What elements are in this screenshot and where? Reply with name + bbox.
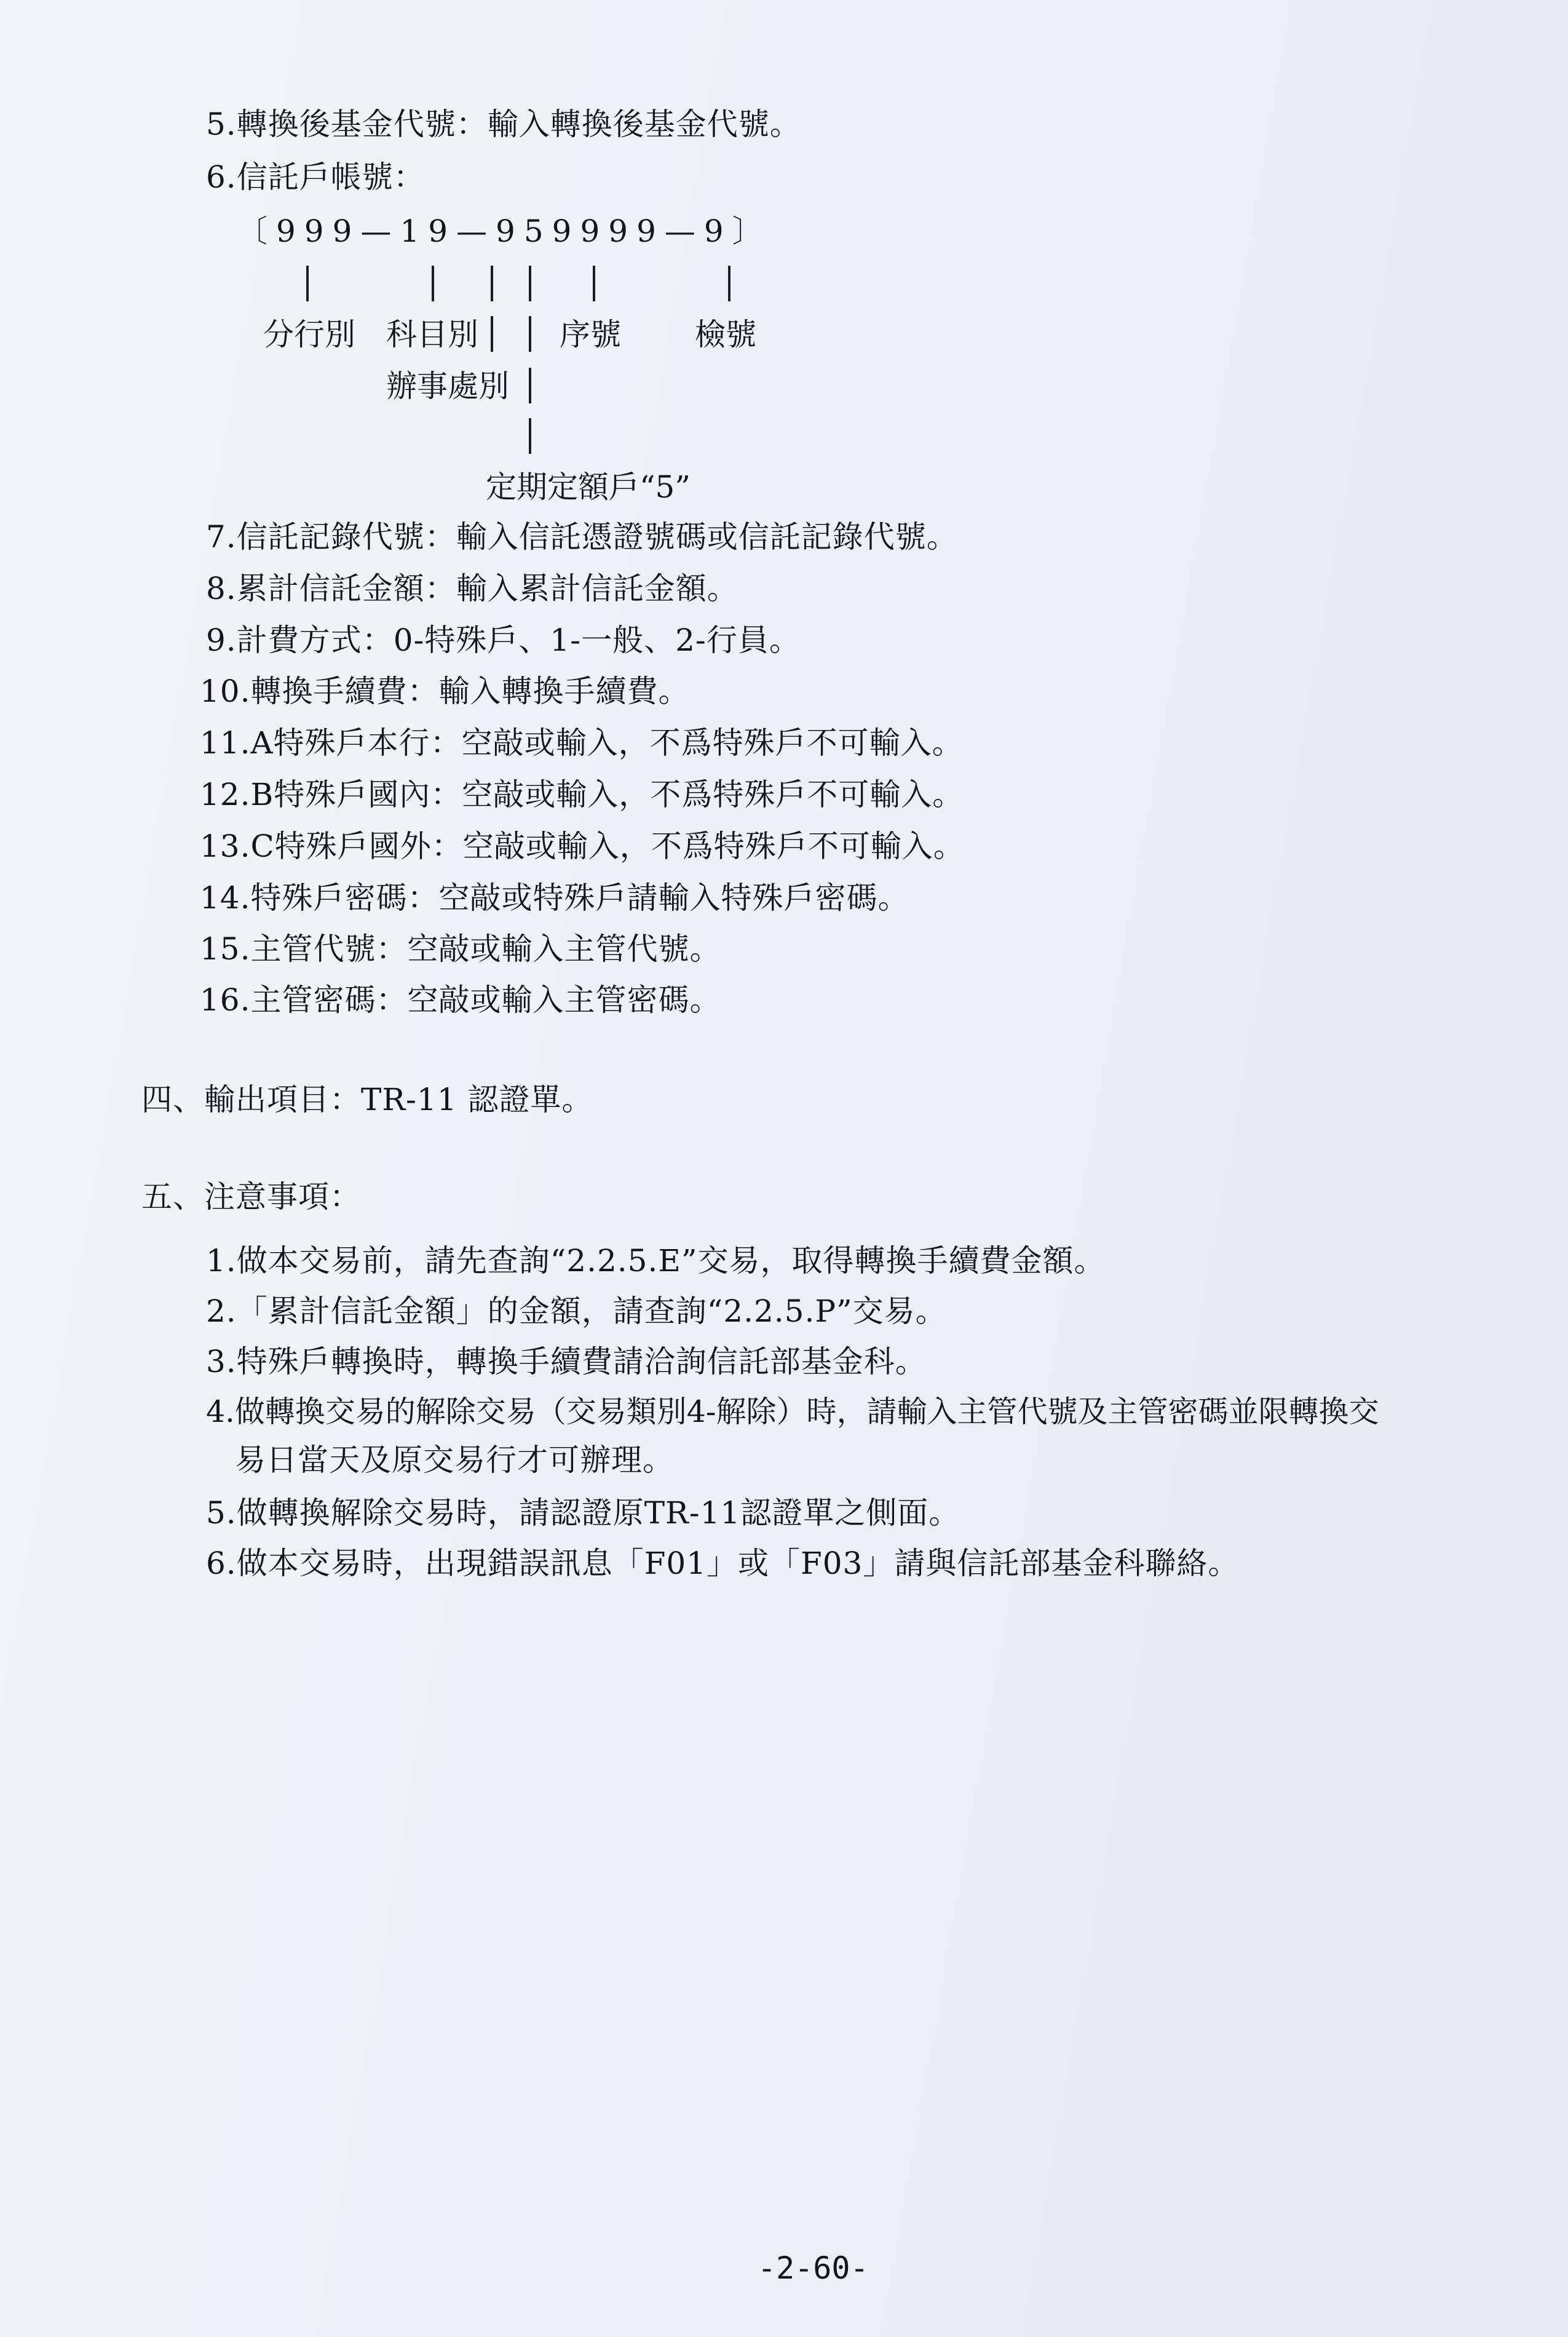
item-13: 13.C特殊戶國外：空敲或輸入，不爲特殊戶不可輸入。 (200, 828, 965, 864)
item-9: 9.計費方式：0-特殊戶、1-一般、2-行員。 (206, 622, 801, 658)
item-12: 12.B特殊戶國內：空敲或輸入，不爲特殊戶不可輸入。 (200, 777, 964, 812)
note-1: 1.做本交易前，請先查詢“2.2.5.E”交易，取得轉換手續費金額。 (206, 1243, 1106, 1279)
connector-branch (306, 266, 309, 301)
connector-office (491, 266, 493, 301)
label-subject: 科目別 (386, 317, 478, 352)
label-check: 檢號 (695, 317, 756, 352)
connector-check (728, 266, 731, 301)
connector-type-4 (529, 418, 531, 454)
note-4: 4.做轉換交易的解除交易（交易類別4-解除）時，請輸入主管代號及主管密碼並限轉換交 (206, 1394, 1379, 1429)
connector-type-3 (529, 368, 531, 403)
item-8: 8.累計信託金額：輸入累計信託金額。 (206, 571, 738, 606)
connector-type (529, 266, 531, 301)
item-15: 15.主管代號：空敲或輸入主管代號。 (200, 931, 721, 967)
connector-serial (593, 266, 595, 301)
connector-office-2 (491, 316, 493, 352)
label-office: 辦事處別 (386, 368, 509, 404)
section-5-heading: 五、注意事項： (141, 1179, 361, 1215)
label-serial: 序號 (560, 317, 621, 352)
label-type: 定期定額戶“5” (486, 469, 691, 505)
item-10: 10.轉換手續費：輸入轉換手續費。 (200, 673, 690, 709)
connector-subject (432, 266, 434, 301)
item-11: 11.A特殊戶本行：空敲或輸入，不爲特殊戶不可輸入。 (200, 725, 964, 761)
note-6: 6.做本交易時，出現錯誤訊息「F01」或「F03」請與信託部基金科聯絡。 (206, 1545, 1240, 1581)
note-3: 3.特殊戶轉換時，轉換手續費請洽詢信託部基金科。 (206, 1344, 927, 1379)
item-7: 7.信託記錄代號：輸入信託憑證號碼或信託記錄代號。 (206, 519, 958, 555)
account-format: 〔999—19—959999—9〕 (237, 213, 772, 249)
connector-type-2 (529, 316, 531, 352)
page-number: -2-60- (758, 2250, 869, 2286)
item-6-title: 6.信託戶帳號： (206, 159, 425, 195)
label-branch: 分行別 (263, 317, 355, 352)
note-5: 5.做轉換解除交易時，請認證原TR-11認證單之側面。 (206, 1495, 960, 1531)
item-14: 14.特殊戶密碼：空敲或特殊戶請輸入特殊戶密碼。 (200, 880, 909, 916)
note-4-continued: 易日當天及原交易行才可辦理。 (235, 1442, 674, 1478)
note-2: 2.「累計信託金額」的金額，請查詢“2.2.5.P”交易。 (206, 1293, 947, 1329)
item-5: 5.轉換後基金代號：輸入轉換後基金代號。 (206, 106, 801, 142)
item-16: 16.主管密碼：空敲或輸入主管密碼。 (200, 982, 721, 1018)
section-4-heading: 四、輸出項目：TR-11 認證單。 (141, 1082, 593, 1117)
